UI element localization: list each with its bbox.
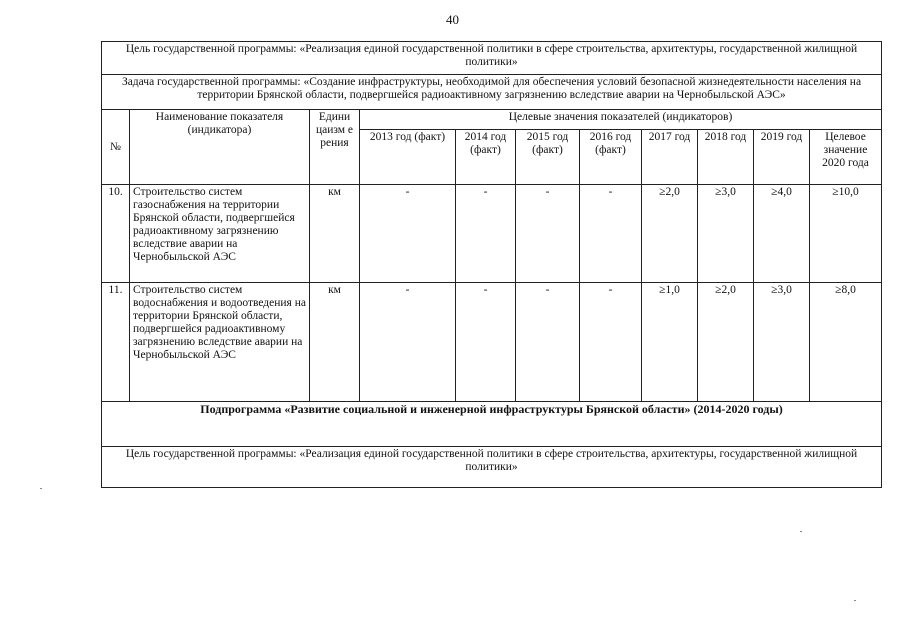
value-2013: -: [360, 185, 456, 283]
value-2013: -: [360, 283, 456, 402]
header-year-2015: 2015 год (факт): [516, 130, 580, 185]
program-task-cell: Задача государственной программы: «Создание инфраструктуры, необходимой для обеспечения условий безопасной жизнедеятельности населения на территории Брянской области, подвергшейся радиоактивному загрязнению вследствие аварии на Чернобыльской АЭС»: [102, 75, 882, 110]
unit-cell: км: [310, 283, 360, 402]
header-number: №: [102, 110, 130, 185]
header-year-2019: 2019 год: [754, 130, 810, 185]
value-2020-target: ≥10,0: [810, 185, 882, 283]
value-2018: ≥3,0: [698, 185, 754, 283]
indicator-name: Строительство систем газоснабжения на территории Брянской области, подвергшейся радиоактивному загрязнению вследствие аварии на Чернобыльской АЭС: [130, 185, 310, 283]
header-name: Наименование показателя (индикатора): [130, 110, 310, 185]
scan-speck: [854, 600, 856, 601]
row-number: 11.: [102, 283, 130, 402]
table-row: [102, 185, 882, 283]
value-2016: -: [580, 185, 642, 283]
value-2019: ≥4,0: [754, 185, 810, 283]
header-year-2017: 2017 год: [642, 130, 698, 185]
value-2017: ≥2,0: [642, 185, 698, 283]
table-row: [102, 283, 882, 402]
header-year-2013: 2013 год (факт): [360, 130, 456, 185]
value-2018: ≥2,0: [698, 283, 754, 402]
header-unit: Едини цаизм е рения: [310, 110, 360, 185]
scan-speck: [40, 488, 42, 489]
value-2015: -: [516, 283, 580, 402]
header-targets-group: Целевые значения показателей (индикаторов): [360, 110, 882, 130]
unit-cell: км: [310, 185, 360, 283]
value-2014: -: [456, 185, 516, 283]
indicator-name: Строительство систем водоснабжения и водоотведения на территории Брянской области, подвергшейся радиоактивному загрязнению вследствие аварии на Чернобыльской АЭС: [130, 283, 310, 402]
value-2017: ≥1,0: [642, 283, 698, 402]
header-year-2018: 2018 год: [698, 130, 754, 185]
value-2014: -: [456, 283, 516, 402]
program-goal-cell: Цель государственной программы: «Реализация единой государственной политики в сфере строительства, архитектуры, государственной жилищной политики»: [102, 42, 882, 75]
header-target-2020: Целевое значение 2020 года: [810, 130, 882, 185]
value-2015: -: [516, 185, 580, 283]
scan-speck: [800, 531, 802, 532]
subprogram-title: Подпрограмма «Развитие социальной и инженерной инфраструктуры Брянской области» (2014-2020 годы): [102, 402, 882, 447]
value-2020-target: ≥8,0: [810, 283, 882, 402]
value-2019: ≥3,0: [754, 283, 810, 402]
program-goal-cell-2: Цель государственной программы: «Реализация единой государственной политики в сфере строительства, архитектуры, государственной жилищной политики»: [102, 447, 882, 488]
page-number: 40: [446, 12, 459, 27]
value-2016: -: [580, 283, 642, 402]
header-year-2014: 2014 год (факт): [456, 130, 516, 185]
header-year-2016: 2016 год (факт): [580, 130, 642, 185]
indicators-table: [101, 41, 882, 488]
row-number: 10.: [102, 185, 130, 283]
